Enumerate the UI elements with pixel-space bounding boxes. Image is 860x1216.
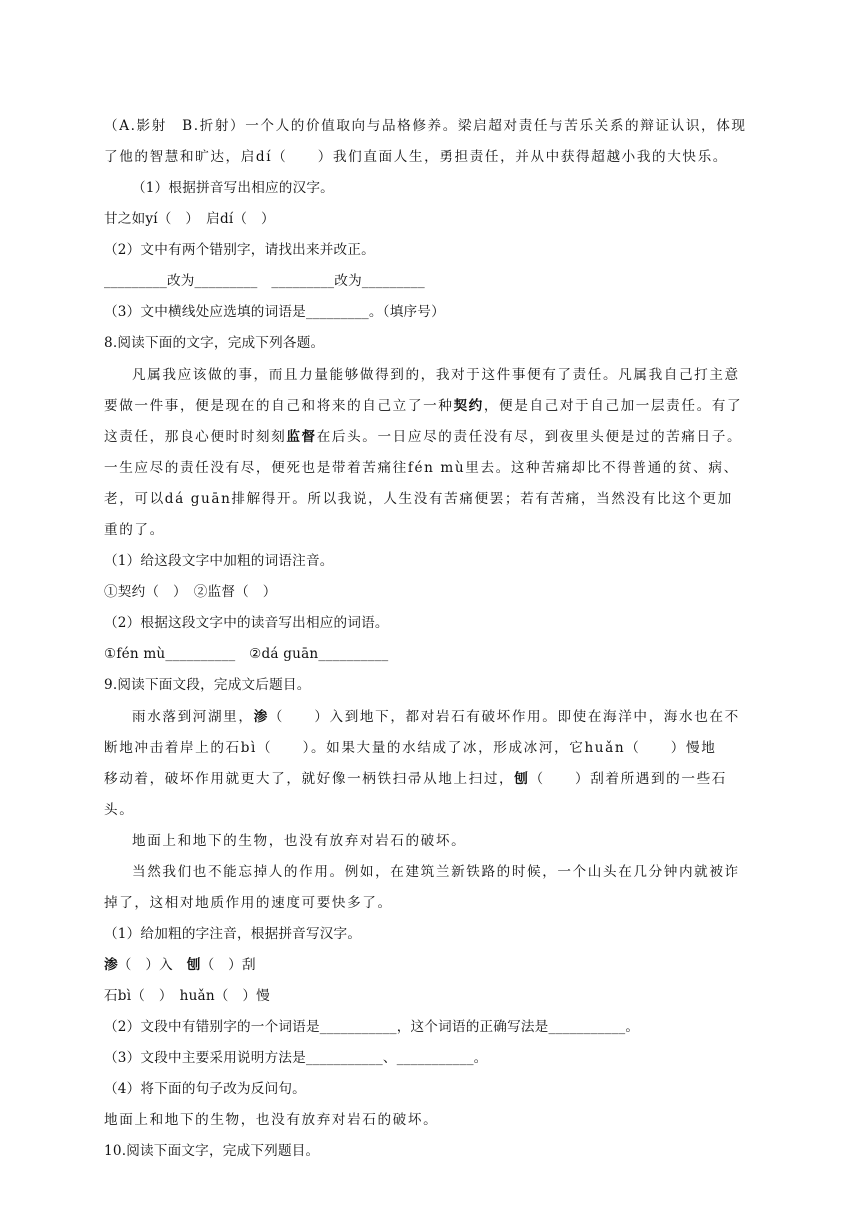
text-run: （1）根据拼音写出相应的汉字。 [132,180,334,196]
text-line [104,240,375,260]
text-run: （2）文中有两个错别字，请找出来并改正。 [104,242,375,258]
text-line [104,551,334,571]
text-run: 地面上和地下的生物，也没有放弃对岩石的破坏。 [104,1112,439,1128]
text-run: （ ）刮 [200,957,256,973]
text-line [104,489,733,509]
text-line [132,178,334,198]
text-line [104,1141,319,1161]
text-line [104,333,324,353]
bold-term: 渗 [253,709,269,725]
text-line [132,365,740,385]
text-line [104,1110,438,1130]
bold-term: 刨 [186,957,201,973]
text-line [104,769,727,789]
text-run: 地面上和地下的生物，也没有放弃对岩石的破坏。 [132,833,467,849]
text-run: （ ）刮着所遇到的一些石 [529,771,727,787]
text-run: （4）将下面的句子改为反问句。 [104,1081,306,1097]
text-line [104,302,445,322]
text-line [104,209,275,229]
text-run: （3）文段中主要采用说明方法是___________、___________。 [104,1050,488,1066]
text-run: （2）根据这段文字中的读音写出相应的词语。 [104,615,389,631]
text-line [132,707,740,727]
text-line [104,613,389,633]
text-run: 断地冲击着岸上的石bì（ ）。如果大量的水结成了冰，形成冰河，它huǎn（ ）慢地 [104,740,717,756]
text-run: 甘之如yí（ ） 启dí（ ） [104,211,275,227]
text-run: ，便是自己对于自己加一层责任。有了 [483,398,743,414]
text-run: 9.阅读下面文段，完成文后题目。 [104,677,311,693]
text-run: 一生应尽的责任没有尽，便死也是带着苦痛往fén mù里去。这种苦痛却比不得普通的贫、病、 [104,460,739,476]
text-run: 石bì（ ） huǎn（ ）慢 [104,988,270,1004]
text-line [104,458,739,478]
text-run: 凡属我应该做的事，而且力量能够做得到的，我对于这件事便有了责任。凡属我自己打主意 [132,367,740,383]
text-line [104,1017,639,1037]
bold-term: 渗 [104,957,118,973]
text-line [104,675,310,695]
text-line [104,427,742,447]
text-run: （3）文中横线处应选填的词语是_________。（填序号） [104,304,445,320]
text-line [104,893,393,913]
text-run: 老，可以dá guān排解得开。所以我说，人生没有苦痛便罢；若有苦痛，当然没有比这个更加 [104,491,733,507]
text-run: （1）给加粗的字注音，根据拼音写汉字。 [104,926,362,942]
text-line [104,116,747,136]
text-line [104,924,361,944]
text-line [104,147,728,167]
text-line [104,1048,487,1068]
text-line [104,955,256,975]
text-line [132,862,740,882]
bold-term: 契约 [453,398,484,414]
text-run: 移动着，破坏作用就更大了，就好像一柄铁扫帚从地上扫过， [104,771,515,787]
text-run: 头。 [104,802,135,818]
text-line [104,520,165,540]
text-run: 10.阅读下面文字，完成下列题目。 [104,1143,320,1159]
text-run: 掉了，这相对地质作用的速度可要快多了。 [104,895,393,911]
text-line [104,271,425,291]
text-run: 重的了。 [104,522,165,538]
bold-term: 刨 [514,771,530,787]
text-line [104,644,388,664]
text-run: 要做一件事，便是现在的自己和将来的自己立了一种 [104,398,454,414]
text-line [132,831,466,851]
text-run: 了他的智慧和旷达，启dí（ ）我们直面人生，勇担责任，并从中获得超越小我的大快乐。 [104,149,728,165]
text-line [104,396,742,416]
text-run: （ ）入到地下，都对岩石有破坏作用。即使在海洋中，海水也在不 [268,709,740,725]
text-run: （A.影射 B.折射）一个人的价值取向与品格修养。梁启超对责任与苦乐关系的辩证认识，体现 [104,118,747,134]
text-run: ①fén mù__________ ②dá guān__________ [104,646,389,662]
text-run: 8.阅读下面的文字，完成下列各题。 [104,335,325,351]
text-run: （1）给这段文字中加粗的词语注音。 [104,553,334,569]
text-run: 雨水落到河湖里， [132,709,254,725]
text-run: _________改为_________ _________改为_________ [104,273,425,289]
text-line [104,1079,306,1099]
text-line [104,738,716,758]
text-run: 这责任，那良心便时时刻刻 [104,429,287,445]
text-run: 在后头。一日应尽的责任没有尽，到夜里头便是过的苦痛日子。 [316,429,743,445]
text-run: （2）文段中有错别字的一个词语是___________，这个词语的正确写法是___________。 [104,1019,640,1035]
bold-term: 监督 [286,429,317,445]
text-run: （ ）入 [117,957,187,973]
text-line [104,582,277,602]
text-line [104,986,270,1006]
text-run: 当然我们也不能忘掉人的作用。例如，在建筑兰新铁路的时候，一个山头在几分钟内就被诈 [132,864,740,880]
text-run: ①契约（ ） ②监督（ ） [104,584,277,600]
text-line [104,800,134,820]
